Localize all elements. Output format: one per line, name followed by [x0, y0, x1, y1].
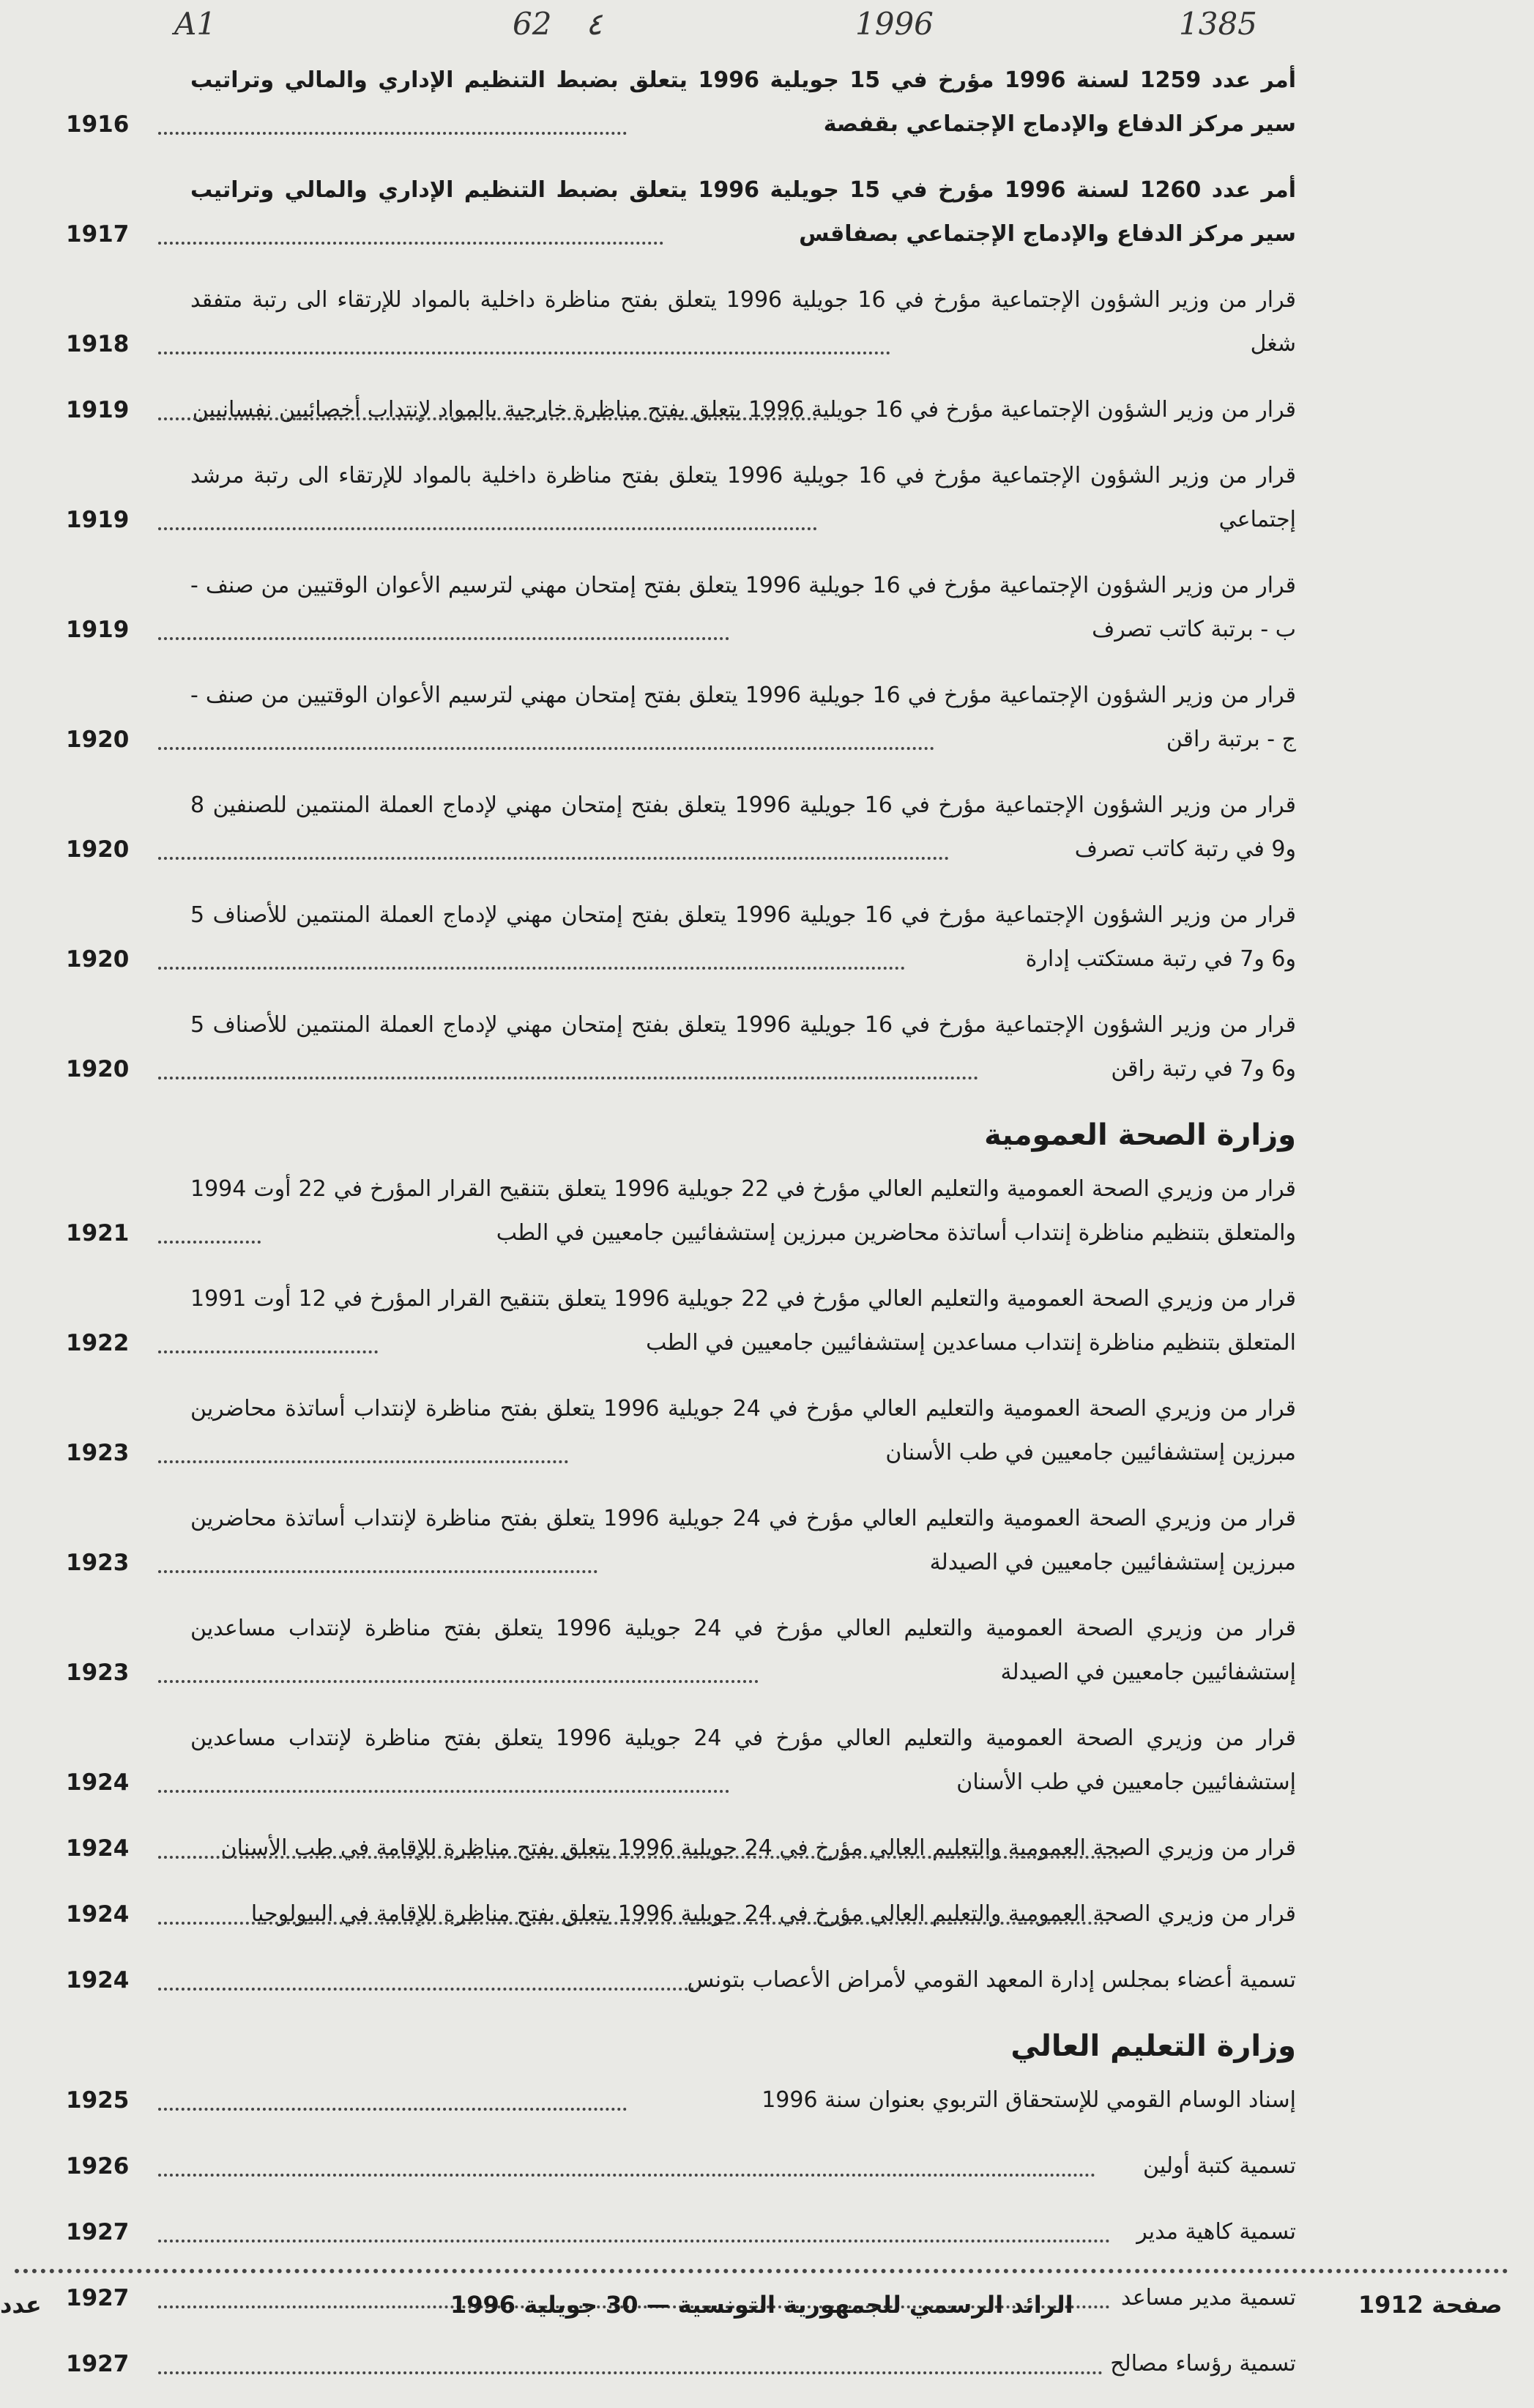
dot-leader — [158, 524, 817, 530]
entry-title: قرار من وزيري الصحة العمومية والتعليم العالي مؤرخ في 24 جويلية 1996 يتعلق بفتح مناظرة لإنتداب مساعدين إستشفائيين جامعيين في طب الأسنان — [190, 1725, 1296, 1795]
entry-title: تسمية رؤساء مصالح — [1110, 2351, 1296, 2377]
page-number: 1919 — [66, 397, 130, 423]
dot-leader — [158, 2237, 1110, 2242]
dot-leader — [158, 854, 949, 860]
toc-entry — [66, 2144, 1296, 2188]
entry-title: قرار من وزيري الصحة العمومية والتعليم العالي مؤرخ في 24 جويلية 1996 يتعلق بفتح مناظرة للإقامة في البيولوجيا — [250, 1901, 1296, 1927]
entry-title: أمر عدد 1259 لسنة 1996 مؤرخ في 15 جويلية 1996 يتعلق بضبط التنظيم الإداري والمالي وتراتيب سير مركز الدفاع والإدماج الإجتماعي بقفصة — [190, 67, 1296, 137]
toc-entry — [66, 454, 1296, 542]
dot-leader — [158, 239, 663, 245]
footer-gazette-title: الرائد الرسمي للجمهورية التونسية — 30 جويلية 1996 — [450, 2291, 1073, 2319]
dot-leader — [158, 1677, 759, 1683]
entry-title: قرار من وزيري الصحة العمومية والتعليم العالي مؤرخ في 24 جويلية 1996 يتعلق بفتح مناظرة لإنتداب أساتذة محاضرين مبرزين إستشفائيين جامعيين في الصيدلة — [190, 1506, 1297, 1575]
page-number: 1923 — [66, 1440, 130, 1466]
toc-entry — [66, 2210, 1296, 2254]
entry-title: تسمية كتبة أولين — [1143, 2153, 1296, 2179]
dot-leader — [158, 1238, 261, 1244]
page-number: 1925 — [66, 2087, 130, 2114]
entry-title: قرار من وزير الشؤون الإجتماعية مؤرخ في 16 جويلية 1996 يتعلق بفتح إمتحان مهني لإدماج العملة المنتمين للأصناف 5 و6 و7 في رتبة راقن — [190, 1012, 1296, 1082]
toc-entry — [66, 2078, 1296, 2122]
entry-title: قرار من وزير الشؤون الإجتماعية مؤرخ في 16 جويلية 1996 يتعلق بفتح مناظرة داخلية بالمواد للإرتقاء الى رتبة متفقد شغل — [190, 287, 1296, 357]
entry-title: إسناد الوسام القومي للإستحقاق التربوي بعنوان سنة 1996 — [762, 2087, 1296, 2113]
dot-leader — [158, 1074, 978, 1079]
dot-leader — [158, 964, 905, 970]
toc-entry — [66, 893, 1296, 981]
entry-title: قرار من وزير الشؤون الإجتماعية مؤرخ في 16 جويلية 1996 يتعلق بفتح إمتحان مهني لإدماج العملة المنتمين للأصناف 5 و6 و7 في رتبة مستكتب إدارة — [190, 902, 1296, 972]
dot-leader — [158, 2105, 627, 2111]
page-number: 1924 — [66, 1835, 130, 1862]
toc-entry — [66, 1958, 1296, 2002]
page-number: 1920 — [66, 1056, 130, 1082]
page-number: 1923 — [66, 1660, 130, 1686]
toc-entry — [66, 784, 1296, 872]
entry-title: قرار من وزيري الصحة العمومية والتعليم العالي مؤرخ في 24 جويلية 1996 يتعلق بفتح مناظرة لإنتداب أساتذة محاضرين مبرزين إستشفائيين جامعيين في طب الأسنان — [190, 1396, 1297, 1465]
page-number: 1927 — [66, 2351, 130, 2377]
entry-title: قرار من وزير الشؤون الإجتماعية مؤرخ في 16 جويلية 1996 يتعلق بفتح إمتحان مهني لإدماج العملة المنتمين للصنفين 8 و9 في رتبة كاتب تصرف — [190, 792, 1296, 862]
handwritten-annotation-4: ٤ — [586, 6, 603, 42]
entry-title: قرار من وزير الشؤون الإجتماعية مؤرخ في 16 جويلية 1996 يتعلق بفتح مناظرة خارجية بالمواد لإنتداب أخصائيين نفسانيين — [192, 397, 1296, 423]
handwritten-annotation-year: 1996 — [855, 6, 934, 42]
dot-leader — [158, 1919, 1110, 1925]
page-number: 1919 — [66, 507, 130, 533]
section-heading-higher-education: وزارة التعليم العالي — [1010, 2029, 1296, 2063]
page-number: 1919 — [66, 617, 130, 643]
toc-entry — [66, 674, 1296, 762]
dot-leader — [158, 349, 890, 354]
dot-leader — [158, 634, 729, 640]
page-number: 1927 — [66, 2285, 130, 2311]
table-of-contents — [66, 59, 1296, 2408]
footer-divider — [15, 2269, 1508, 2273]
page-number: 1924 — [66, 1967, 130, 1993]
dot-leader — [158, 129, 627, 135]
page-number: 1921 — [66, 1220, 130, 1246]
entry-title: قرار من وزير الشؤون الإجتماعية مؤرخ في 16 جويلية 1996 يتعلق بفتح إمتحان مهني لترسيم الأعوان الوقتيين من صنف - ب - برتبة كاتب تصرف — [190, 573, 1296, 642]
toc-entry — [66, 1717, 1296, 1805]
toc-entry — [66, 1497, 1296, 1585]
page-number: 1924 — [66, 1901, 130, 1928]
dot-leader — [158, 1567, 597, 1573]
toc-entry — [66, 1277, 1296, 1365]
page-number: 1927 — [66, 2219, 130, 2245]
entry-title: تسمية كاهية مدير — [1136, 2219, 1296, 2245]
page-number: 1922 — [66, 1330, 130, 1356]
entry-title: قرار من وزير الشؤون الإجتماعية مؤرخ في 16 جويلية 1996 يتعلق بفتح مناظرة داخلية بالمواد للإرتقاء الى رتبة مرشد إجتماعي — [190, 463, 1296, 532]
footer-page-label: صفحة 1912 — [1358, 2291, 1503, 2319]
entry-title: قرار من وزيري الصحة العمومية والتعليم العالي مؤرخ في 22 جويلية 1996 يتعلق بتنقيح القرار المؤرخ في 12 أوت 1991 المتعلق بتنظيم مناظرة إنتداب مساعدين إستشفائيين جامعيين في الطب — [190, 1286, 1297, 1356]
handwritten-annotation-a1: A1 — [174, 6, 217, 42]
dot-leader — [158, 1985, 700, 1991]
dot-leader — [158, 415, 817, 420]
dot-leader — [158, 2171, 1095, 2177]
section-heading-public-health: وزارة الصحة العمومية — [984, 1118, 1296, 1152]
handwritten-annotation-1385: 1385 — [1179, 6, 1257, 42]
entry-title: قرار من وزيري الصحة العمومية والتعليم العالي مؤرخ في 24 جويلية 1996 يتعلق بفتح مناظرة لإنتداب مساعدين إستشفائيين جامعيين في الصيدلة — [190, 1616, 1296, 1685]
toc-entry — [66, 388, 1296, 432]
page-number: 1920 — [66, 836, 130, 863]
dot-leader — [158, 744, 934, 750]
handwritten-annotation-62: 62 — [513, 6, 552, 42]
page-number: 1920 — [66, 727, 130, 753]
toc-entry — [66, 59, 1296, 146]
entry-title: قرار من وزيري الصحة العمومية والتعليم العالي مؤرخ في 24 جويلية 1996 يتعلق بفتح مناظرة للإقامة في طب الأسنان — [220, 1835, 1296, 1861]
page-number: 1926 — [66, 2153, 130, 2180]
page-number: 1917 — [66, 221, 130, 248]
entry-title: تسمية مدير مساعد — [1120, 2285, 1296, 2311]
page-number: 1924 — [66, 1769, 130, 1796]
footer-edge-text: عدد — [0, 2291, 42, 2319]
entry-title: قرار من وزيري الصحة العمومية والتعليم العالي مؤرخ في 22 جويلية 1996 يتعلق بتنقيح القرار المؤرخ في 22 أوت 1994 والمتعلق بتنظيم مناظرة إنتداب أساتذة محاضرين مبرزين إستشفائيين جامعيين في الطب — [190, 1176, 1297, 1246]
page-number: 1916 — [66, 111, 130, 138]
toc-entry — [66, 1892, 1296, 1936]
toc-entry — [66, 1167, 1296, 1255]
toc-entry — [66, 168, 1296, 256]
dot-leader — [158, 1457, 568, 1463]
dot-leader — [158, 2368, 1103, 2374]
entry-title: قرار من وزير الشؤون الإجتماعية مؤرخ في 16 جويلية 1996 يتعلق بفتح إمتحان مهني لترسيم الأعوان الوقتيين من صنف - ج - برتبة راقن — [190, 683, 1296, 752]
page-number: 1923 — [66, 1550, 130, 1576]
dot-leader — [158, 1348, 378, 1353]
toc-entry — [66, 278, 1296, 366]
toc-entry — [66, 1003, 1296, 1091]
toc-entry — [66, 1827, 1296, 1870]
dot-leader — [158, 1787, 729, 1793]
toc-entry — [66, 564, 1296, 652]
toc-entry — [66, 2342, 1296, 2386]
toc-entry — [66, 1607, 1296, 1695]
page-number: 1918 — [66, 331, 130, 357]
entry-title: أمر عدد 1260 لسنة 1996 مؤرخ في 15 جويلية 1996 يتعلق بضبط التنظيم الإداري والمالي وتراتيب سير مركز الدفاع والإدماج الإجتماعي بصفاقس — [190, 177, 1296, 247]
entry-title: تسمية أعضاء بمجلس إدارة المعهد القومي لأمراض الأعصاب بتونس — [687, 1967, 1296, 1993]
page-number: 1920 — [66, 946, 130, 973]
toc-entry — [66, 1387, 1296, 1475]
dot-leader — [158, 1853, 1125, 1859]
